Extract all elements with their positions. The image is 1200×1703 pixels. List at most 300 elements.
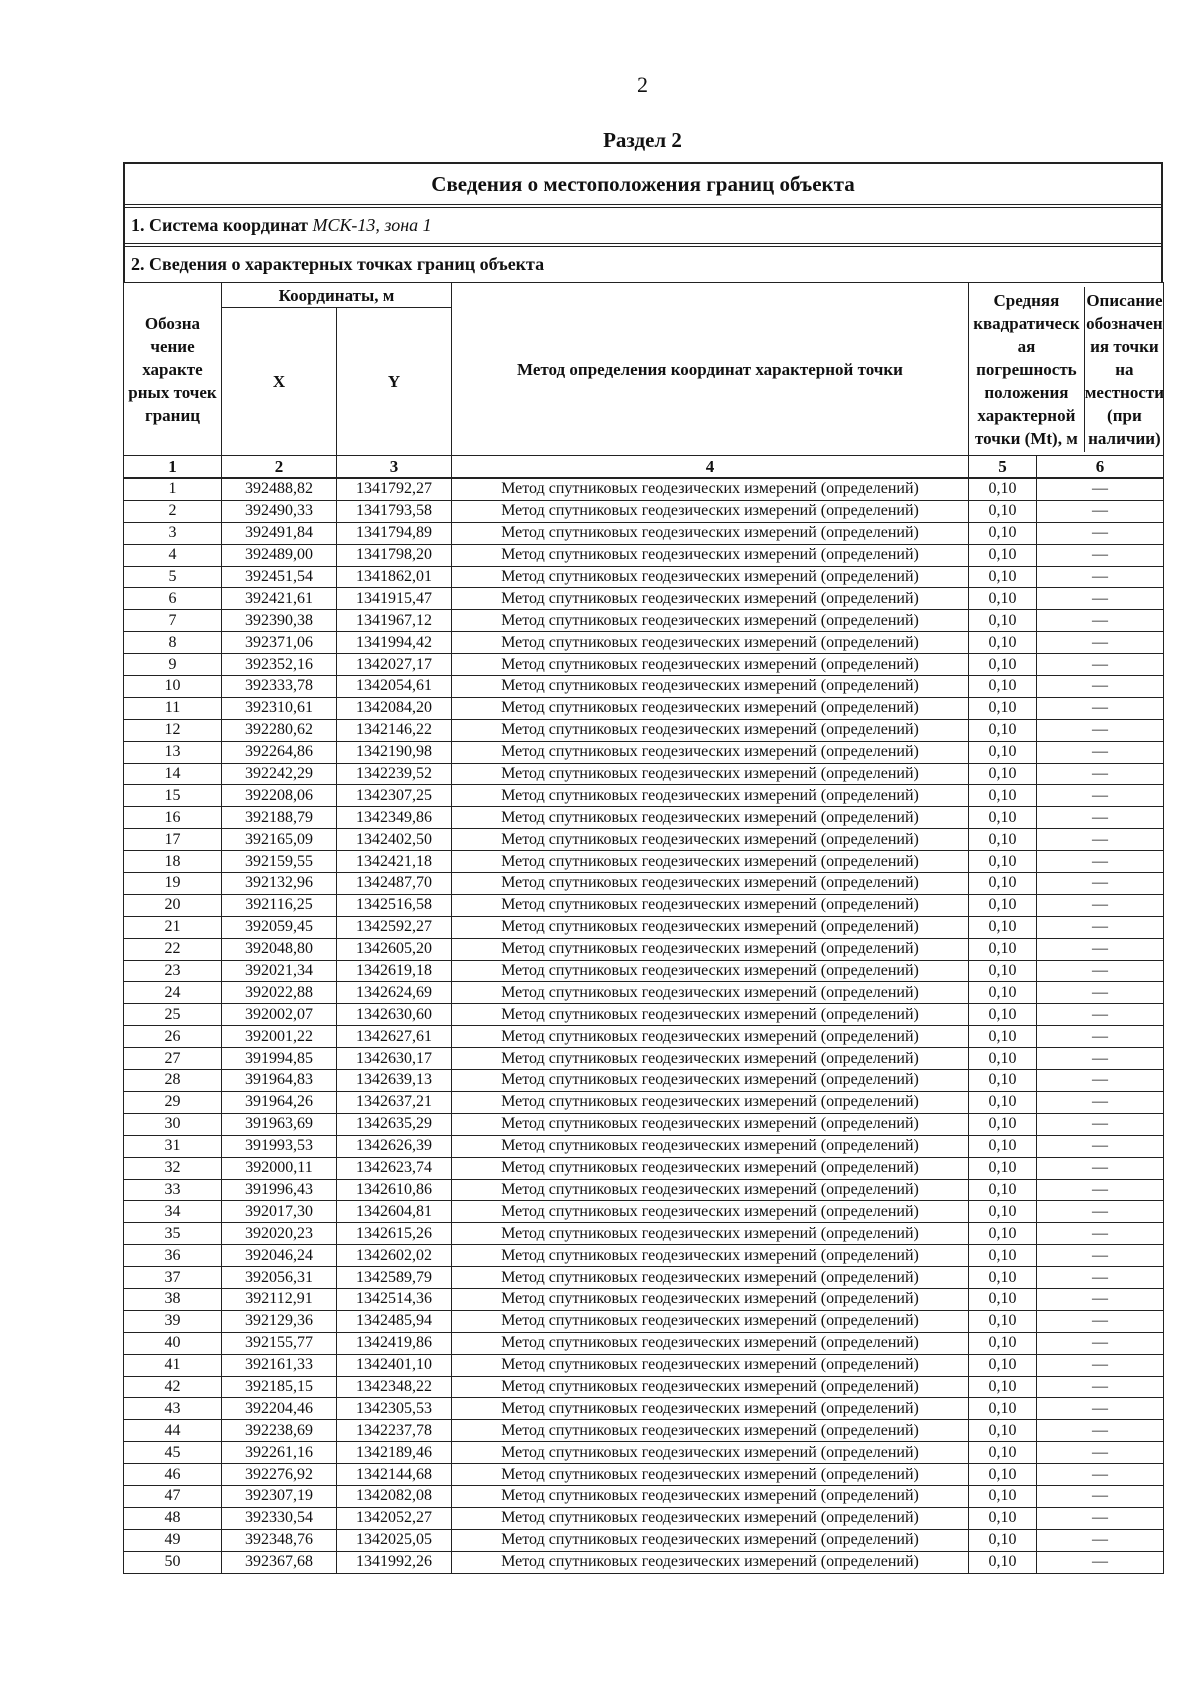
points-header: 2. Сведения о характерных точках границ объекта — [131, 254, 545, 274]
point-id: 36 — [124, 1245, 222, 1267]
table-row — [124, 522, 1164, 544]
point-id: 25 — [124, 1004, 222, 1026]
error-value: 0,10 — [969, 566, 1037, 588]
error-value: 0,10 — [969, 829, 1037, 851]
method: Метод спутниковых геодезических измерений (определений) — [452, 1048, 969, 1070]
coord-y: 1342144,68 — [337, 1464, 452, 1486]
point-id: 42 — [124, 1376, 222, 1398]
coord-x: 391993,53 — [222, 1135, 337, 1157]
point-id: 49 — [124, 1529, 222, 1551]
description-value: — — [1037, 807, 1164, 829]
description-value: — — [1037, 873, 1164, 895]
method: Метод спутниковых геодезических измерений (определений) — [452, 763, 969, 785]
coord-x: 392307,19 — [222, 1485, 337, 1507]
coord-x: 392056,31 — [222, 1267, 337, 1289]
point-id: 14 — [124, 763, 222, 785]
table-row — [124, 1267, 1164, 1289]
point-id: 38 — [124, 1288, 222, 1310]
error-value: 0,10 — [969, 478, 1037, 500]
table-row — [124, 938, 1164, 960]
coord-y: 1342485,94 — [337, 1310, 452, 1332]
table-row — [124, 676, 1164, 698]
table-row — [124, 1420, 1164, 1442]
error-value: 0,10 — [969, 894, 1037, 916]
description-value: — — [1037, 785, 1164, 807]
table-row — [124, 632, 1164, 654]
coord-system-value: МСК-13, зона 1 — [312, 215, 432, 235]
error-value: 0,10 — [969, 1091, 1037, 1113]
table-row — [124, 1464, 1164, 1486]
method: Метод спутниковых геодезических измерений (определений) — [452, 478, 969, 500]
coord-x: 392155,77 — [222, 1332, 337, 1354]
error-value: 0,10 — [969, 785, 1037, 807]
method: Метод спутниковых геодезических измерений (определений) — [452, 1223, 969, 1245]
table-row — [124, 1398, 1164, 1420]
table-row — [124, 1245, 1164, 1267]
coord-y: 1342348,22 — [337, 1376, 452, 1398]
error-value: 0,10 — [969, 1201, 1037, 1223]
point-id: 16 — [124, 807, 222, 829]
coord-y: 1342239,52 — [337, 763, 452, 785]
description-value: — — [1037, 1135, 1164, 1157]
table-row — [124, 1354, 1164, 1376]
table-row — [124, 894, 1164, 916]
coord-x: 392371,06 — [222, 632, 337, 654]
coord-y: 1341992,26 — [337, 1551, 452, 1573]
point-id: 29 — [124, 1091, 222, 1113]
method: Метод спутниковых геодезических измерений (определений) — [452, 522, 969, 544]
method: Метод спутниковых геодезических измерений (определений) — [452, 1070, 969, 1092]
point-id: 48 — [124, 1507, 222, 1529]
table-row — [124, 1310, 1164, 1332]
coord-y: 1341967,12 — [337, 610, 452, 632]
method: Метод спутниковых геодезических измерений (определений) — [452, 1004, 969, 1026]
coord-y: 1342027,17 — [337, 654, 452, 676]
coord-x: 392185,15 — [222, 1376, 337, 1398]
coord-y: 1341994,42 — [337, 632, 452, 654]
method: Метод спутниковых геодезических измерений (определений) — [452, 654, 969, 676]
error-value: 0,10 — [969, 1332, 1037, 1354]
coord-x: 392017,30 — [222, 1201, 337, 1223]
point-id: 40 — [124, 1332, 222, 1354]
coord-x: 392489,00 — [222, 544, 337, 566]
error-value: 0,10 — [969, 1442, 1037, 1464]
coord-y: 1341862,01 — [337, 566, 452, 588]
method: Метод спутниковых геодезических измерений (определений) — [452, 1245, 969, 1267]
header-method: Метод определения координат характерной точки — [452, 283, 969, 456]
description-value: — — [1037, 938, 1164, 960]
description-value: — — [1037, 610, 1164, 632]
table-row — [124, 785, 1164, 807]
coord-x: 392352,16 — [222, 654, 337, 676]
boundary-document — [123, 162, 1163, 1574]
coord-y: 1342025,05 — [337, 1529, 452, 1551]
description-value: — — [1037, 1245, 1164, 1267]
coord-y: 1342052,27 — [337, 1507, 452, 1529]
point-id: 21 — [124, 916, 222, 938]
point-id: 12 — [124, 719, 222, 741]
method: Метод спутниковых геодезических измерений (определений) — [452, 938, 969, 960]
error-value: 0,10 — [969, 1070, 1037, 1092]
table-row — [124, 654, 1164, 676]
description-value: — — [1037, 1267, 1164, 1289]
error-value: 0,10 — [969, 1026, 1037, 1048]
method: Метод спутниковых геодезических измерений (определений) — [452, 894, 969, 916]
point-id: 46 — [124, 1464, 222, 1486]
coord-y: 1342635,29 — [337, 1113, 452, 1135]
method: Метод спутниковых геодезических измерений (определений) — [452, 1398, 969, 1420]
table-row — [124, 719, 1164, 741]
error-value: 0,10 — [969, 697, 1037, 719]
column-number: 5 — [969, 456, 1037, 479]
error-value: 0,10 — [969, 1288, 1037, 1310]
coord-y: 1342623,74 — [337, 1157, 452, 1179]
coord-x: 392310,61 — [222, 697, 337, 719]
coord-x: 391994,85 — [222, 1048, 337, 1070]
error-value: 0,10 — [969, 1048, 1037, 1070]
description-value: — — [1037, 1354, 1164, 1376]
method: Метод спутниковых геодезических измерений (определений) — [452, 1420, 969, 1442]
error-value: 0,10 — [969, 1551, 1037, 1573]
point-id: 27 — [124, 1048, 222, 1070]
method: Метод спутниковых геодезических измерений (определений) — [452, 1157, 969, 1179]
coord-y: 1342639,13 — [337, 1070, 452, 1092]
method: Метод спутниковых геодезических измерений (определений) — [452, 851, 969, 873]
method: Метод спутниковых геодезических измерений (определений) — [452, 873, 969, 895]
coord-x: 392048,80 — [222, 938, 337, 960]
error-value: 0,10 — [969, 851, 1037, 873]
coord-y: 1342402,50 — [337, 829, 452, 851]
coord-x: 391996,43 — [222, 1179, 337, 1201]
description-value: — — [1037, 851, 1164, 873]
coord-y: 1342305,53 — [337, 1398, 452, 1420]
coord-y: 1342401,10 — [337, 1354, 452, 1376]
error-value: 0,10 — [969, 982, 1037, 1004]
description-value: — — [1037, 654, 1164, 676]
block-title: Сведения о местоположения границ объекта — [125, 164, 1161, 208]
point-id: 37 — [124, 1267, 222, 1289]
point-id: 6 — [124, 588, 222, 610]
point-id: 39 — [124, 1310, 222, 1332]
description-value: — — [1037, 1004, 1164, 1026]
table-row — [124, 1091, 1164, 1113]
method: Метод спутниковых геодезических измерений (определений) — [452, 1376, 969, 1398]
coord-y: 1342419,86 — [337, 1332, 452, 1354]
point-id: 41 — [124, 1354, 222, 1376]
coord-x: 392129,36 — [222, 1310, 337, 1332]
error-value: 0,10 — [969, 741, 1037, 763]
coord-x: 391964,83 — [222, 1070, 337, 1092]
description-value: — — [1037, 982, 1164, 1004]
coord-x: 392002,07 — [222, 1004, 337, 1026]
description-value: — — [1037, 1223, 1164, 1245]
description-value: — — [1037, 632, 1164, 654]
method: Метод спутниковых геодезических измерений (определений) — [452, 1267, 969, 1289]
table-row — [124, 1551, 1164, 1573]
error-value: 0,10 — [969, 588, 1037, 610]
point-id: 31 — [124, 1135, 222, 1157]
coord-y: 1342637,21 — [337, 1091, 452, 1113]
coord-y: 1342589,79 — [337, 1267, 452, 1289]
method: Метод спутниковых геодезических измерений (определений) — [452, 1288, 969, 1310]
coord-x: 392159,55 — [222, 851, 337, 873]
description-value: — — [1037, 1398, 1164, 1420]
table-row — [124, 1529, 1164, 1551]
error-value: 0,10 — [969, 522, 1037, 544]
coord-x: 392059,45 — [222, 916, 337, 938]
error-value: 0,10 — [969, 916, 1037, 938]
coord-y: 1342307,25 — [337, 785, 452, 807]
coord-x: 392491,84 — [222, 522, 337, 544]
table-row — [124, 807, 1164, 829]
error-value: 0,10 — [969, 1376, 1037, 1398]
error-value: 0,10 — [969, 1113, 1037, 1135]
table-row — [124, 1157, 1164, 1179]
method: Метод спутниковых геодезических измерений (определений) — [452, 1091, 969, 1113]
coord-x: 392421,61 — [222, 588, 337, 610]
point-id: 23 — [124, 960, 222, 982]
table-row — [124, 1113, 1164, 1135]
points-table — [123, 282, 1164, 1574]
method: Метод спутниковых геодезических измерений (определений) — [452, 1529, 969, 1551]
point-id: 47 — [124, 1485, 222, 1507]
point-id: 9 — [124, 654, 222, 676]
description-value: — — [1037, 719, 1164, 741]
table-row — [124, 873, 1164, 895]
coord-y: 1342604,81 — [337, 1201, 452, 1223]
column-number: 6 — [1037, 456, 1164, 479]
column-numbers-row — [124, 456, 1164, 479]
coord-y: 1341794,89 — [337, 522, 452, 544]
description-value: — — [1037, 763, 1164, 785]
table-row — [124, 851, 1164, 873]
description-value: — — [1037, 1420, 1164, 1442]
error-value: 0,10 — [969, 1267, 1037, 1289]
error-value: 0,10 — [969, 763, 1037, 785]
description-value: — — [1037, 1070, 1164, 1092]
coord-y: 1342592,27 — [337, 916, 452, 938]
coord-x: 392161,33 — [222, 1354, 337, 1376]
error-value: 0,10 — [969, 544, 1037, 566]
coord-y: 1342610,86 — [337, 1179, 452, 1201]
error-value: 0,10 — [969, 807, 1037, 829]
point-id: 28 — [124, 1070, 222, 1092]
table-row — [124, 1485, 1164, 1507]
description-value: — — [1037, 1026, 1164, 1048]
coord-system-label: 1. Система координат — [131, 215, 308, 235]
point-id: 34 — [124, 1201, 222, 1223]
table-row — [124, 960, 1164, 982]
coord-x: 392112,91 — [222, 1288, 337, 1310]
description-value: — — [1037, 500, 1164, 522]
description-value: — — [1037, 1179, 1164, 1201]
table-row — [124, 610, 1164, 632]
column-number: 1 — [124, 456, 222, 479]
info-block — [123, 162, 1163, 282]
description-value: — — [1037, 676, 1164, 698]
point-id: 50 — [124, 1551, 222, 1573]
error-value: 0,10 — [969, 1135, 1037, 1157]
method: Метод спутниковых геодезических измерений (определений) — [452, 676, 969, 698]
method: Метод спутниковых геодезических измерений (определений) — [452, 610, 969, 632]
header-y: Y — [337, 308, 452, 456]
description-value: — — [1037, 544, 1164, 566]
description-value: — — [1037, 1376, 1164, 1398]
error-value: 0,10 — [969, 1223, 1037, 1245]
point-id: 24 — [124, 982, 222, 1004]
coord-x: 392276,92 — [222, 1464, 337, 1486]
table-row — [124, 1223, 1164, 1245]
coord-y: 1342516,58 — [337, 894, 452, 916]
method: Метод спутниковых геодезических измерений (определений) — [452, 1026, 969, 1048]
section-title: Раздел 2 — [603, 128, 682, 152]
column-number: 4 — [452, 456, 969, 479]
method: Метод спутниковых геодезических измерений (определений) — [452, 1179, 969, 1201]
error-value: 0,10 — [969, 719, 1037, 741]
point-id: 8 — [124, 632, 222, 654]
description-value: — — [1037, 1048, 1164, 1070]
table-row — [124, 500, 1164, 522]
error-value: 0,10 — [969, 1529, 1037, 1551]
coord-x: 392488,82 — [222, 478, 337, 500]
coord-y: 1341793,58 — [337, 500, 452, 522]
error-value: 0,10 — [969, 1004, 1037, 1026]
coord-y: 1342189,46 — [337, 1442, 452, 1464]
point-id: 18 — [124, 851, 222, 873]
coord-x: 392264,86 — [222, 741, 337, 763]
point-id: 20 — [124, 894, 222, 916]
description-value: — — [1037, 1332, 1164, 1354]
method: Метод спутниковых геодезических измерений (определений) — [452, 1135, 969, 1157]
error-value: 0,10 — [969, 1310, 1037, 1332]
error-value: 0,10 — [969, 873, 1037, 895]
points-rows — [124, 456, 1164, 1574]
table-row — [124, 1004, 1164, 1026]
table-row — [124, 1026, 1164, 1048]
coord-y: 1342190,98 — [337, 741, 452, 763]
table-row — [124, 1048, 1164, 1070]
coord-x: 392204,46 — [222, 1398, 337, 1420]
description-value: — — [1037, 697, 1164, 719]
point-id: 10 — [124, 676, 222, 698]
description-value: — — [1037, 1485, 1164, 1507]
method: Метод спутниковых геодезических измерений (определений) — [452, 741, 969, 763]
header-x: X — [222, 308, 337, 456]
coord-system-line — [125, 208, 1161, 247]
description-value: — — [1037, 1288, 1164, 1310]
point-id: 33 — [124, 1179, 222, 1201]
point-id: 26 — [124, 1026, 222, 1048]
coord-y: 1342619,18 — [337, 960, 452, 982]
method: Метод спутниковых геодезических измерений (определений) — [452, 1551, 969, 1573]
coord-x: 392188,79 — [222, 807, 337, 829]
table-row — [124, 1332, 1164, 1354]
coord-x: 392020,23 — [222, 1223, 337, 1245]
point-id: 15 — [124, 785, 222, 807]
table-row — [124, 1135, 1164, 1157]
point-id: 13 — [124, 741, 222, 763]
table-row — [124, 1201, 1164, 1223]
coord-y: 1342084,20 — [337, 697, 452, 719]
coord-x: 392367,68 — [222, 1551, 337, 1573]
table-row — [124, 588, 1164, 610]
method: Метод спутниковых геодезических измерений (определений) — [452, 1354, 969, 1376]
point-id: 45 — [124, 1442, 222, 1464]
description-value: — — [1037, 1551, 1164, 1573]
method: Метод спутниковых геодезических измерений (определений) — [452, 1332, 969, 1354]
coord-y: 1342605,20 — [337, 938, 452, 960]
description-value: — — [1037, 741, 1164, 763]
coord-y: 1342630,17 — [337, 1048, 452, 1070]
header-error: Средняя квадратическ ая погрешность положения характерной точки (Мt), м — [969, 287, 1085, 452]
point-id: 7 — [124, 610, 222, 632]
method: Метод спутниковых геодезических измерений (определений) — [452, 829, 969, 851]
method: Метод спутниковых геодезических измерений (определений) — [452, 1464, 969, 1486]
error-value: 0,10 — [969, 1245, 1037, 1267]
description-value: — — [1037, 1507, 1164, 1529]
method: Метод спутниковых геодезических измерений (определений) — [452, 1507, 969, 1529]
method: Метод спутниковых геодезических измерений (определений) — [452, 1113, 969, 1135]
coord-y: 1342624,69 — [337, 982, 452, 1004]
description-value: — — [1037, 894, 1164, 916]
point-id: 5 — [124, 566, 222, 588]
point-id: 22 — [124, 938, 222, 960]
point-id: 17 — [124, 829, 222, 851]
description-value: — — [1037, 1310, 1164, 1332]
description-value: — — [1037, 478, 1164, 500]
method: Метод спутниковых геодезических измерений (определений) — [452, 785, 969, 807]
point-id: 1 — [124, 478, 222, 500]
coord-x: 392348,76 — [222, 1529, 337, 1551]
coord-y: 1341792,27 — [337, 478, 452, 500]
coord-x: 391964,26 — [222, 1091, 337, 1113]
coord-y: 1342349,86 — [337, 807, 452, 829]
table-row — [124, 829, 1164, 851]
coord-x: 392022,88 — [222, 982, 337, 1004]
description-value: — — [1037, 1464, 1164, 1486]
coord-x: 392280,62 — [222, 719, 337, 741]
table-row — [124, 741, 1164, 763]
error-value: 0,10 — [969, 1398, 1037, 1420]
description-value: — — [1037, 522, 1164, 544]
table-row — [124, 566, 1164, 588]
coord-y: 1342421,18 — [337, 851, 452, 873]
error-value: 0,10 — [969, 654, 1037, 676]
coord-x: 392165,09 — [222, 829, 337, 851]
method: Метод спутниковых геодезических измерений (определений) — [452, 719, 969, 741]
point-id: 11 — [124, 697, 222, 719]
coord-x: 392451,54 — [222, 566, 337, 588]
method: Метод спутниковых геодезических измерений (определений) — [452, 1201, 969, 1223]
point-id: 4 — [124, 544, 222, 566]
coord-x: 391963,69 — [222, 1113, 337, 1135]
description-value: — — [1037, 916, 1164, 938]
error-value: 0,10 — [969, 1464, 1037, 1486]
method: Метод спутниковых геодезических измерений (определений) — [452, 960, 969, 982]
table-row — [124, 544, 1164, 566]
method: Метод спутниковых геодезических измерений (определений) — [452, 1485, 969, 1507]
column-number: 3 — [337, 456, 452, 479]
column-number: 2 — [222, 456, 337, 479]
error-value: 0,10 — [969, 1354, 1037, 1376]
error-value: 0,10 — [969, 1420, 1037, 1442]
coord-x: 392490,33 — [222, 500, 337, 522]
table-row — [124, 1507, 1164, 1529]
error-value: 0,10 — [969, 610, 1037, 632]
point-id: 44 — [124, 1420, 222, 1442]
point-id: 35 — [124, 1223, 222, 1245]
table-row — [124, 1070, 1164, 1092]
